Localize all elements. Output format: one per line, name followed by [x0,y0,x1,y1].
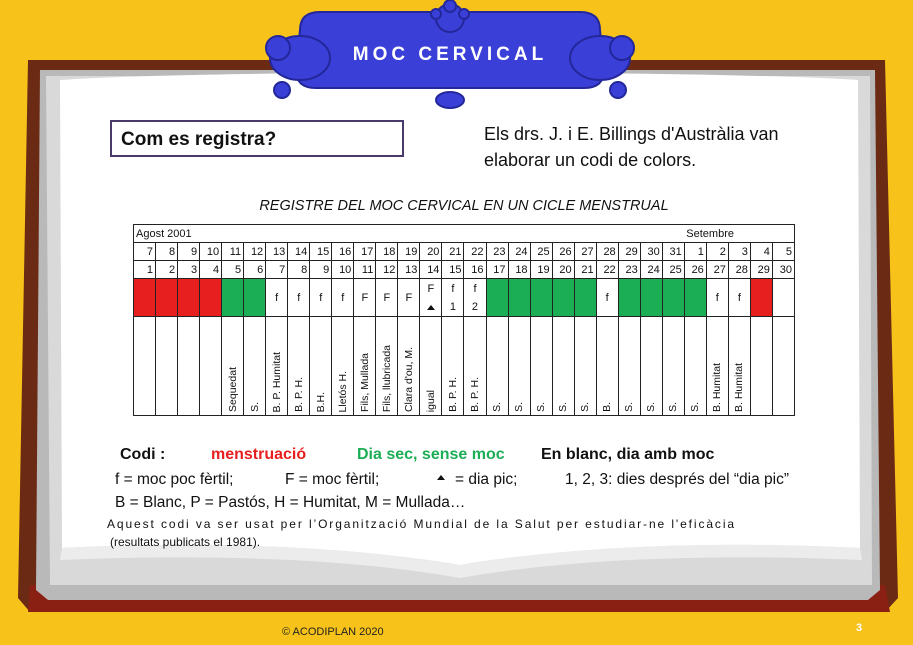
date-cell: 2 [706,243,728,261]
description-text: Sequedat [226,367,239,412]
date-cell: 22 [464,243,486,261]
cycle-day-cell: 17 [486,261,508,279]
date-cell: 24 [508,243,530,261]
description-cell [530,317,552,416]
legend-code-label: Codi : [120,446,166,463]
description-text: S. [579,402,592,412]
cycle-day-cell: 2 [156,261,178,279]
description-cell [750,317,772,416]
description-text: S. [557,402,570,412]
cycle-day-cell: 27 [706,261,728,279]
mucus-mark: F [405,292,413,304]
mucus-mark: f [473,283,477,295]
color-cell [376,279,398,317]
color-cell [420,279,442,317]
color-cell [706,279,728,317]
description-cell [552,317,574,416]
description-text: S. [513,402,526,412]
legend-blank-day: En blanc, dia amb moc [541,446,715,463]
cycle-day-cell: 23 [618,261,640,279]
cycle-day-cell: 25 [662,261,684,279]
cycle-day-cell: 15 [442,261,464,279]
date-cell: 26 [552,243,574,261]
cycle-day-cell: 9 [310,261,332,279]
date-cell: 25 [530,243,552,261]
description-text: S. [491,402,504,412]
date-cell: 11 [222,243,244,261]
cycle-day-cell: 22 [596,261,618,279]
description-cell [618,317,640,416]
cycle-days-row [134,261,795,279]
date-cell: 4 [750,243,772,261]
description-text: Clara d'ou, M. [402,346,415,412]
banner-title: MOC CERVICAL [352,44,548,65]
description-cell [486,317,508,416]
description-cell [354,317,376,416]
date-cell: 3 [728,243,750,261]
color-cell [266,279,288,317]
description-text: S. [535,402,548,412]
date-cell: 27 [574,243,596,261]
color-cell [684,279,706,317]
legend-menstruation: menstruació [211,446,307,463]
description-text: S. [689,402,702,412]
description-cell [574,317,596,416]
cycle-day-cell: 18 [508,261,530,279]
color-cell [618,279,640,317]
cycle-day-cell: 12 [376,261,398,279]
who-note: Aquest codi va ser usat per l’Organització Mundial de la Salut per estudiar-ne l'eficàcia [107,517,736,531]
month-start-label: Agost 2001 [134,225,685,243]
date-cell: 18 [376,243,398,261]
color-cell [156,279,178,317]
legend-peak: = dia pic; [455,471,518,488]
cycle-day-cell: 6 [244,261,266,279]
description-text: Lletós H. [336,370,349,412]
cycle-day-cell: 4 [200,261,222,279]
color-cell [530,279,552,317]
mucus-mark: F [427,283,435,295]
after-peak-mark: 2 [471,301,479,313]
color-cell [332,279,354,317]
date-cell: 30 [640,243,662,261]
description-cell [464,317,486,416]
cycle-day-cell: 29 [750,261,772,279]
color-cell [552,279,574,317]
date-cell: 5 [772,243,794,261]
cycle-day-cell: 26 [684,261,706,279]
cycle-day-cell: 14 [420,261,442,279]
date-cell: 15 [310,243,332,261]
cycle-day-cell: 11 [354,261,376,279]
description-text: B. P. H. [292,377,305,412]
description-text: Fils, Mullada [358,353,371,412]
peak-icon [437,475,445,480]
mucus-mark: f [715,292,719,304]
cycle-day-cell: 13 [398,261,420,279]
date-cell: 1 [684,243,706,261]
cycle-day-cell: 8 [288,261,310,279]
legend-low-fertile: f = moc poc fèrtil; [115,471,234,488]
cycle-day-cell: 16 [464,261,486,279]
mucus-mark: f [297,292,301,304]
description-cell [310,317,332,416]
mucus-mark: f [341,292,345,304]
mucus-mark: f [451,283,455,295]
cycle-day-cell: 10 [332,261,354,279]
legend-line-1 [115,471,790,489]
description-text: S. [623,402,636,412]
copyright: © ACODIPLAN 2020 [282,626,384,638]
peak-icon [427,305,435,310]
description-cell [200,317,222,416]
description-text: B. P. H. [446,377,459,412]
date-cell: 10 [200,243,222,261]
date-cell: 14 [288,243,310,261]
description-cell [376,317,398,416]
color-cell [574,279,596,317]
color-cell [398,279,420,317]
date-cell: 23 [486,243,508,261]
description-text: igual [424,389,437,412]
mucus-mark: f [275,292,279,304]
dates-row [134,243,795,261]
intro-text: Els drs. J. i E. Billings d'Austràlia van elaborar un codi de colors. [484,124,779,170]
cycle-register-table [133,224,795,416]
color-cell [244,279,266,317]
color-cell [662,279,684,317]
description-cell [244,317,266,416]
color-cell [222,279,244,317]
legend-abbreviations: B = Blanc, P = Pastós, H = Humitat, M = Mullada… [115,494,466,511]
description-text: Fils, llubricada [380,344,393,412]
howto-box [110,120,404,157]
date-cell: 21 [442,243,464,261]
color-cell [640,279,662,317]
date-cell: 9 [178,243,200,261]
description-cell [442,317,464,416]
color-cell [486,279,508,317]
legend-after-peak: 1, 2, 3: dies després del “dia pic” [565,471,790,488]
after-peak-mark: 1 [449,301,457,313]
mucus-mark: f [605,292,609,304]
description-text: B.H. [314,391,327,412]
month-end-label: Setembre [684,225,794,243]
description-cell [222,317,244,416]
month-row [134,225,795,243]
date-cell: 29 [618,243,640,261]
description-cell [134,317,156,416]
cycle-day-cell: 20 [552,261,574,279]
cycle-day-cell: 19 [530,261,552,279]
color-cell [354,279,376,317]
howto-heading: Com es registra? [121,129,277,150]
color-cell [442,279,464,317]
cycle-day-cell: 5 [222,261,244,279]
results-note: (resultats publicats el 1981). [110,535,261,549]
description-cell [332,317,354,416]
description-cell [772,317,794,416]
date-cell: 7 [134,243,156,261]
description-cell [728,317,750,416]
date-cell: 20 [420,243,442,261]
cycle-day-cell: 24 [640,261,662,279]
description-text: B. P. Humitat [270,351,283,412]
color-cell [728,279,750,317]
legend-dry-day: Dia sec, sense moc [357,446,505,463]
color-row [134,279,795,317]
description-cell [640,317,662,416]
description-cell [266,317,288,416]
date-cell: 8 [156,243,178,261]
date-cell: 16 [332,243,354,261]
date-cell: 28 [596,243,618,261]
color-cell [464,279,486,317]
date-cell: 17 [354,243,376,261]
description-text: B. P. H. [468,377,481,412]
color-cell [134,279,156,317]
cycle-day-cell: 28 [728,261,750,279]
mucus-mark: F [361,292,369,304]
description-cell [178,317,200,416]
color-cell [750,279,772,317]
description-cell [156,317,178,416]
description-cell [684,317,706,416]
color-cell [508,279,530,317]
description-cell [420,317,442,416]
description-text: B. Humitat [733,362,746,412]
date-cell: 19 [398,243,420,261]
color-cell [200,279,222,317]
color-cell [596,279,618,317]
date-cell: 13 [266,243,288,261]
color-cell [772,279,794,317]
mucus-mark: f [319,292,323,304]
date-cell: 31 [662,243,684,261]
description-row [134,317,795,416]
mucus-mark: f [737,292,741,304]
date-cell: 12 [244,243,266,261]
description-cell [706,317,728,416]
color-cell [288,279,310,317]
description-text: S. [645,402,658,412]
description-text: B. Humitat [711,362,724,412]
description-text: S. [667,402,680,412]
description-text: B. [601,402,614,412]
cycle-day-cell: 1 [134,261,156,279]
color-cell [178,279,200,317]
description-cell [288,317,310,416]
description-cell [662,317,684,416]
cycle-day-cell: 30 [772,261,794,279]
mucus-mark: F [383,292,391,304]
cycle-day-cell: 21 [574,261,596,279]
cycle-day-cell: 7 [266,261,288,279]
description-text: S. [248,402,261,412]
page-number: 3 [856,622,863,634]
color-cell [310,279,332,317]
description-cell [596,317,618,416]
cycle-day-cell: 3 [178,261,200,279]
legend-fertile: F = moc fèrtil; [285,471,380,488]
description-cell [508,317,530,416]
description-cell [398,317,420,416]
table-title: REGISTRE DEL MOC CERVICAL EN UN CICLE MENSTRUAL [259,198,669,214]
